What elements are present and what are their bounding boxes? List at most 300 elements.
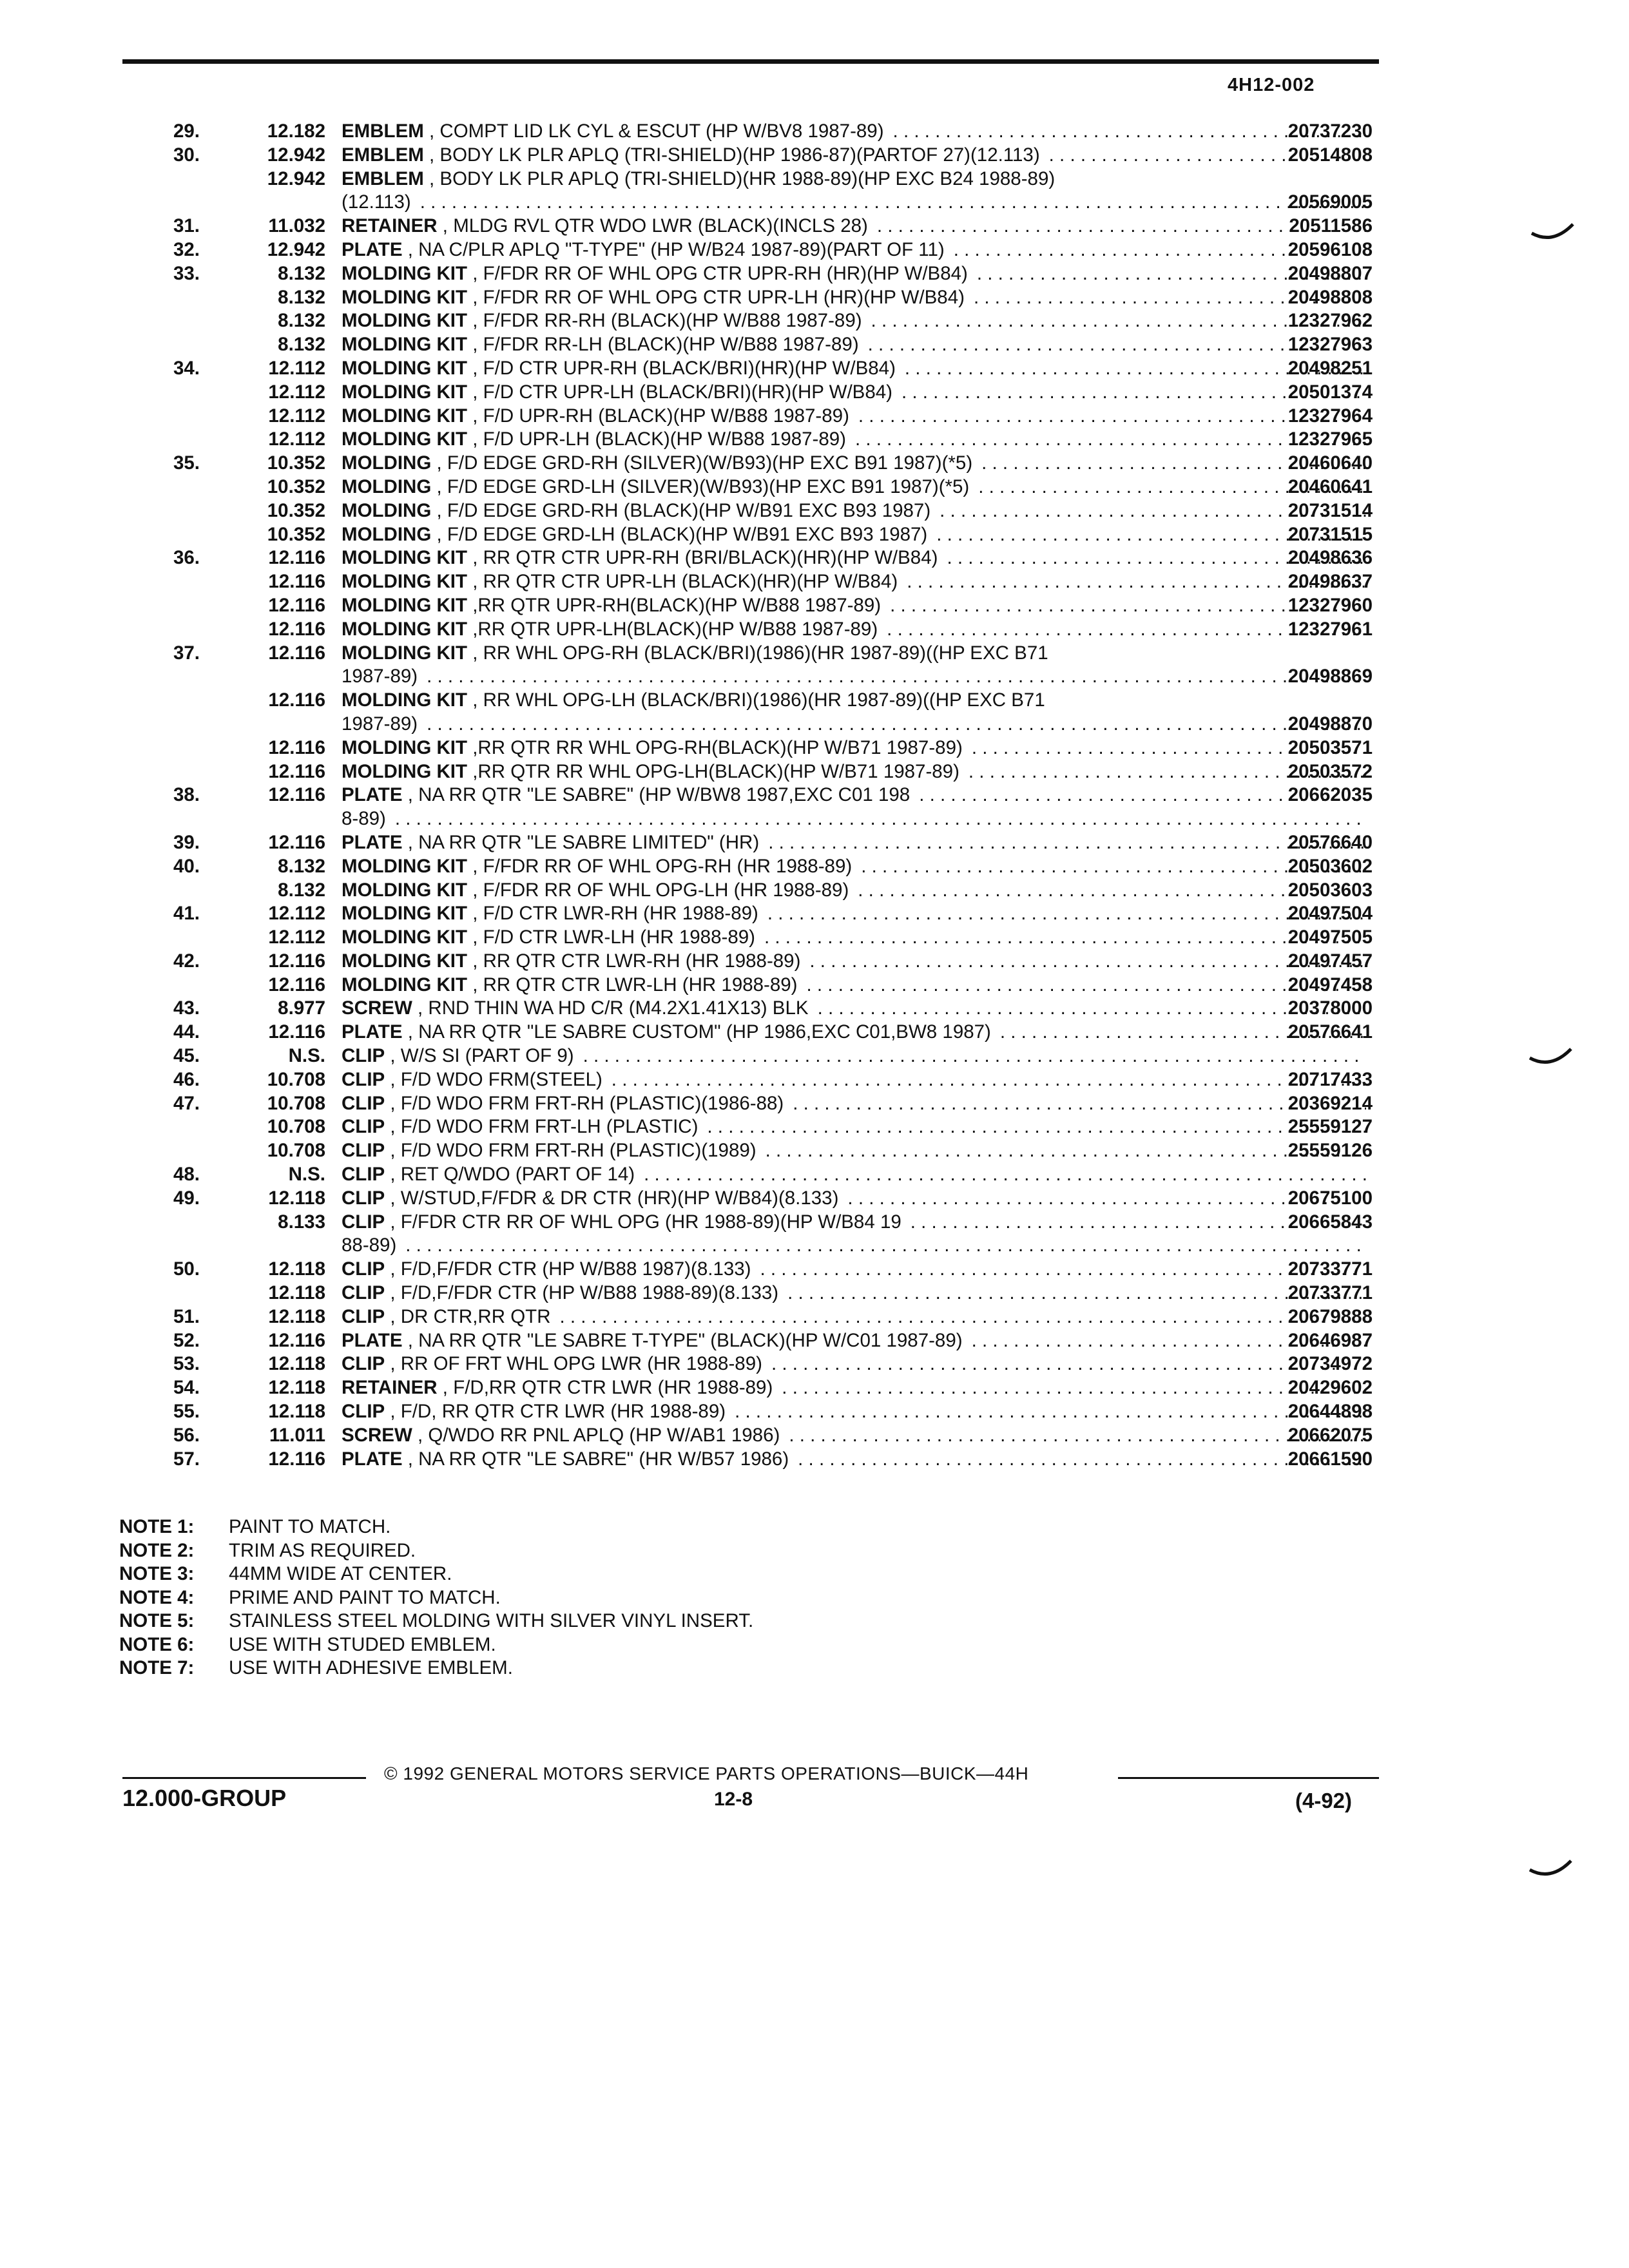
part-number: 12327963 [1287,334,1373,356]
part-detail: , F/FDR CTR RR OF WHL OPG (HR 1988-89)(HP W/B84 19 [385,1211,901,1233]
part-detail: , RR WHL OPG-LH (BLACK/BRI)(1986)(HR 1987-89)((HP EXC B71 [467,689,1045,711]
part-detail: 88-89) [342,1235,397,1256]
part-description [342,1115,1366,1139]
part-description [342,1282,1366,1305]
part-number: 20734972 [1287,1353,1373,1375]
group-number: 11.011 [269,1424,325,1446]
part-name: MOLDING [342,499,432,521]
note-label: NOTE 5: [119,1610,195,1631]
item-number: 37. [173,642,200,664]
part-number: 20498807 [1287,262,1373,284]
group-number: 12.118 [268,1282,325,1304]
part-name: PLATE [342,1448,403,1470]
part-number: 20498636 [1287,547,1373,569]
group-number: 12.942 [267,238,325,260]
part-name: MOLDING KIT [342,974,468,995]
group-number: 12.116 [268,1448,325,1470]
note-text: PAINT TO MATCH. [229,1516,391,1537]
part-name: MOLDING KIT [342,381,468,403]
part-row [122,713,1379,736]
group-number: 12.116 [268,642,325,664]
part-number: 20460640 [1287,452,1373,474]
part-description [342,286,1366,310]
item-number: 38. [173,784,200,806]
part-detail: , F/D CTR UPR-LH (BLACK/BRI)(HR)(HP W/B84) [467,381,892,403]
part-row [122,902,1379,926]
part-detail: , DR CTR,RR QTR [385,1305,551,1327]
part-detail: , F/D WDO FRM FRT-LH (PLASTIC) [385,1116,699,1138]
part-row [122,215,1379,238]
group-number: N.S. [288,1045,325,1067]
part-number: 20498808 [1287,286,1373,308]
item-number: 32. [173,238,200,260]
note-line [119,1657,753,1680]
part-row [122,831,1379,855]
part-name: CLIP [342,1401,385,1423]
note-text: TRIM AS REQUIRED. [229,1539,416,1561]
part-name: MOLDING KIT [342,286,468,308]
item-number: 55. [173,1401,200,1423]
part-detail: , F/D,RR QTR CTR LWR (HR 1988-89) [437,1377,773,1399]
group-number: 10.708 [267,1068,325,1090]
part-description [342,1424,1366,1448]
part-number: 12327961 [1287,618,1373,640]
part-description [342,1139,1366,1163]
part-description [342,357,1366,381]
part-description [342,215,1366,238]
part-description [342,238,1366,262]
part-name: MOLDING KIT [342,357,468,379]
part-row [122,1352,1379,1376]
group-number: 10.708 [267,1092,325,1114]
part-row [122,665,1379,689]
part-number: 20675100 [1287,1187,1373,1209]
part-description [342,144,1366,168]
group-number: 12.112 [268,903,325,925]
part-name: PLATE [342,238,403,260]
part-number: 25559127 [1287,1116,1373,1138]
group-number: 12.116 [268,974,325,995]
group-number: 12.118 [268,1353,325,1375]
part-number: 20503572 [1287,760,1373,782]
part-name: MOLDING KIT [342,689,468,711]
part-name: CLIP [342,1258,385,1280]
part-detail: , F/D EDGE GRD-LH (BLACK)(HP W/B91 EXC B93 1987) [431,523,928,545]
part-detail: , F/FDR RR-LH (BLACK)(HP W/B88 1987-89) [467,334,859,356]
dot-leader [635,1163,1366,1187]
part-detail: 8-89) [342,808,386,830]
part-detail: 1987-89) [342,713,418,735]
part-name: CLIP [342,1187,385,1209]
part-description [342,689,1366,713]
group-number: 12.112 [268,428,325,450]
item-number: 46. [173,1068,200,1090]
part-detail: , RR QTR CTR LWR-RH (HR 1988-89) [467,950,801,972]
part-description [342,974,1366,997]
part-number: 20665843 [1287,1211,1373,1233]
part-name: MOLDING KIT [342,428,468,450]
note-label: NOTE 4: [119,1586,195,1608]
note-text: USE WITH ADHESIVE EMBLEM. [229,1657,513,1678]
part-name: CLIP [342,1116,385,1138]
part-number: 20497458 [1287,974,1373,995]
note-line [119,1515,753,1539]
item-number: 42. [173,950,200,972]
group-number: 10.352 [267,499,325,521]
part-row [122,191,1379,215]
item-number: 49. [173,1187,200,1209]
part-description [342,594,1366,618]
part-number: 20503571 [1287,736,1373,758]
part-description [342,1163,1366,1187]
revision-date: (4-92) [1295,1789,1353,1812]
part-detail: , RET Q/WDO (PART OF 14) [385,1164,635,1186]
item-number: 56. [173,1424,200,1446]
part-name: SCREW [342,1424,412,1446]
item-number: 48. [173,1164,200,1186]
part-number: 20679888 [1287,1305,1373,1327]
part-row [122,1305,1379,1329]
part-row [122,1211,1379,1235]
group-number: 10.352 [267,476,325,497]
part-row [122,570,1379,594]
part-name: EMBLEM [342,168,424,189]
part-number: 20497457 [1287,950,1373,972]
part-detail: , F/D,F/FDR CTR (HP W/B88 1988-89)(8.133) [385,1282,779,1304]
group-number: 12.112 [268,927,325,948]
part-description [342,1068,1366,1092]
item-number: 35. [173,452,200,474]
item-number: 29. [173,120,200,142]
header-rule [122,59,1379,64]
part-name: MOLDING KIT [342,855,468,877]
part-description [342,997,1366,1021]
group-number: 12.112 [268,381,325,403]
item-number: 47. [173,1092,200,1114]
group-number: 8.132 [278,855,325,877]
part-number: 20511586 [1289,215,1373,237]
part-description [342,807,1366,831]
part-name: MOLDING KIT [342,334,468,356]
part-row [122,618,1379,642]
part-description [342,926,1366,950]
part-row [122,760,1379,784]
part-row [122,333,1379,357]
part-description [342,713,1366,736]
part-description [342,381,1366,405]
note-line [119,1562,753,1586]
part-detail: , F/D WDO FRM FRT-RH (PLASTIC)(1989) [385,1140,757,1162]
parts-list [122,120,1379,1471]
part-row [122,357,1379,381]
part-detail: ,RR QTR RR WHL OPG-LH(BLACK)(HP W/B71 1987-89) [467,760,959,782]
dot-leader [396,1234,1366,1258]
part-detail: , BODY LK PLR APLQ (TRI-SHIELD)(HR 1988-89)(HP EXC B24 1988-89) [423,168,1055,189]
group-number: 12.116 [268,784,325,806]
part-row [122,1139,1379,1163]
part-detail: , F/D EDGE GRD-RH (SILVER)(W/B93)(HP EXC B91 1987)(*5) [431,452,973,474]
part-row [122,523,1379,547]
part-description [342,902,1366,926]
part-detail: , COMPT LID LK CYL & ESCUT (HP W/BV8 1987-89) [423,120,884,142]
part-row [122,594,1379,618]
note-label: NOTE 1: [119,1516,195,1537]
part-row [122,286,1379,310]
part-row [122,1187,1379,1211]
part-detail: , NA C/PLR APLQ "T-TYPE" (HP W/B24 1987-89)(PART OF 11) [402,238,945,260]
part-name: MOLDING KIT [342,571,468,593]
part-name: CLIP [342,1140,385,1162]
group-number: 12.116 [268,950,325,972]
part-detail: , F/D,F/FDR CTR (HP W/B88 1987)(8.133) [385,1258,751,1280]
part-description [342,499,1366,523]
part-number: 20498637 [1287,571,1373,593]
part-description [342,428,1366,452]
part-detail: , F/D CTR LWR-LH (HR 1988-89) [467,927,755,948]
part-row [122,238,1379,262]
dot-leader [574,1044,1366,1068]
group-number: 10.352 [267,452,325,474]
group-number: N.S. [288,1164,325,1186]
part-description [342,760,1366,784]
part-number: 20460641 [1287,476,1373,497]
part-name: MOLDING [342,523,432,545]
part-description [342,405,1366,428]
part-detail: , NA RR QTR "LE SABRE" (HR W/B57 1986) [402,1448,789,1470]
group-number: 10.352 [267,523,325,545]
group-number: 8.132 [278,310,325,332]
group-number: 12.116 [268,831,325,853]
copyright-line: © 1992 GENERAL MOTORS SERVICE PARTS OPERATIONS—BUICK—44H [384,1763,1029,1783]
part-detail: , RR QTR CTR LWR-LH (HR 1988-89) [467,974,798,995]
part-detail: , W/S SI (PART OF 9) [385,1045,574,1067]
part-name: MOLDING KIT [342,594,468,616]
part-name: MOLDING KIT [342,262,468,284]
part-detail: , NA RR QTR "LE SABRE LIMITED" (HR) [402,831,760,853]
part-description [342,1258,1366,1282]
part-name: MOLDING KIT [342,760,468,782]
part-number: 25559126 [1287,1140,1373,1162]
group-number: 12.116 [268,760,325,782]
document-id: 4H12-002 [1228,75,1315,95]
part-number: 20646987 [1287,1329,1373,1351]
part-number: 20498870 [1287,713,1373,735]
group-number: 12.118 [268,1305,325,1327]
part-number: 20596108 [1287,238,1373,260]
item-number: 57. [173,1448,200,1470]
part-name: CLIP [342,1211,385,1233]
part-detail: , NA RR QTR "LE SABRE" (HP W/BW8 1987,EXC C01 198 [402,784,911,806]
part-detail: , NA RR QTR "LE SABRE T-TYPE" (BLACK)(HP W/C01 1987-89) [402,1329,963,1351]
part-detail: , F/D CTR LWR-RH (HR 1988-89) [467,903,758,925]
part-number: 20644898 [1287,1401,1373,1423]
group-number: 8.977 [278,997,325,1019]
part-number: 20662035 [1287,784,1373,806]
note-text: STAINLESS STEEL MOLDING WITH SILVER VINYL INSERT. [229,1610,754,1631]
part-description [342,1092,1366,1116]
note-label: NOTE 6: [119,1633,195,1655]
part-row [122,546,1379,570]
part-description [342,1211,1366,1235]
part-detail: , RR OF FRT WHL OPG LWR (HR 1988-89) [385,1353,762,1375]
part-name: MOLDING KIT [342,950,468,972]
part-detail: , F/FDR RR-RH (BLACK)(HP W/B88 1987-89) [467,310,862,332]
part-row [122,452,1379,476]
dot-leader [411,191,1366,215]
part-row [122,1163,1379,1187]
part-number: 20497504 [1287,903,1373,925]
note-label: NOTE 3: [119,1563,195,1584]
group-number: 12.182 [267,120,325,142]
part-row [122,1021,1379,1044]
part-name: MOLDING [342,476,432,497]
part-description [342,333,1366,357]
part-number: 20498869 [1287,666,1373,687]
part-description [342,1329,1366,1353]
note-line [119,1586,753,1610]
group-number: 10.708 [267,1140,325,1162]
part-description [342,1400,1366,1424]
part-detail: , F/D UPR-RH (BLACK)(HP W/B88 1987-89) [467,405,849,427]
group-number: 12.112 [268,357,325,379]
note-label: NOTE 2: [119,1539,195,1561]
group-number: 8.132 [278,286,325,308]
group-number: 12.118 [268,1258,325,1280]
group-number: 12.116 [268,736,325,758]
part-row [122,926,1379,950]
page-number: 12-8 [714,1789,753,1810]
part-number: 20731515 [1287,523,1373,545]
part-row [122,309,1379,333]
part-detail: , BODY LK PLR APLQ (TRI-SHIELD)(HP 1986-87)(PARTOF 27)(12.113) [423,144,1040,166]
item-number: 43. [173,997,200,1019]
part-detail: , RR WHL OPG-RH (BLACK/BRI)(1986)(HR 1987-89)((HP EXC B71 [467,642,1048,664]
part-name: CLIP [342,1353,385,1375]
part-name: MOLDING KIT [342,736,468,758]
note-text: 44MM WIDE AT CENTER. [229,1563,452,1584]
part-row [122,855,1379,879]
part-row [122,499,1379,523]
part-name: SCREW [342,997,412,1019]
part-row [122,262,1379,286]
group-number: 12.116 [268,1329,325,1351]
part-description [342,452,1366,476]
part-detail: 1987-89) [342,666,418,687]
part-detail: , F/D CTR UPR-RH (BLACK/BRI)(HR)(HP W/B84) [467,357,896,379]
part-description [342,1044,1366,1068]
group-number: 8.133 [278,1211,325,1233]
part-number: 20514808 [1287,144,1373,166]
part-number: 20576640 [1287,831,1373,853]
group-number: 12.116 [268,547,325,569]
part-name: MOLDING KIT [342,642,468,664]
part-row [122,807,1379,831]
part-number: 12327964 [1287,405,1373,427]
part-name: CLIP [342,1068,385,1090]
part-number: 20662075 [1287,1424,1373,1446]
part-number: 20576641 [1287,1021,1373,1043]
group-number: 12.118 [268,1377,325,1399]
part-name: PLATE [342,1021,403,1043]
note-label: NOTE 7: [119,1657,195,1678]
footer-rule-left [122,1777,366,1779]
part-number: 20498251 [1287,357,1373,379]
part-row [122,783,1379,807]
group-number: 8.132 [278,262,325,284]
part-description [342,191,1366,215]
part-description [342,618,1366,642]
item-number: 36. [173,547,200,569]
part-row [122,1234,1379,1258]
part-detail: , NA RR QTR "LE SABRE CUSTOM" (HP 1986,EXC C01,BW8 1987) [402,1021,991,1043]
item-number: 54. [173,1377,200,1399]
group-number: 12.118 [268,1187,325,1209]
notes-list [119,1515,753,1680]
item-number: 51. [173,1305,200,1327]
part-detail: (12.113) [342,191,411,213]
note-text: USE WITH STUDED EMBLEM. [229,1633,496,1655]
part-description [342,1352,1366,1376]
part-name: MOLDING KIT [342,879,468,901]
note-line [119,1610,753,1633]
part-detail: ,RR QTR UPR-LH(BLACK)(HP W/B88 1987-89) [467,618,878,640]
part-detail: , F/D WDO FRM FRT-RH (PLASTIC)(1986-88) [385,1092,784,1114]
part-name: RETAINER [342,215,438,237]
part-description [342,855,1366,879]
item-number: 50. [173,1258,200,1280]
part-row [122,1068,1379,1092]
part-detail: , F/D WDO FRM(STEEL) [385,1068,602,1090]
item-number: 33. [173,262,200,284]
part-row [122,642,1379,666]
part-name: MOLDING KIT [342,405,468,427]
part-detail: , RND THIN WA HD C/R (M4.2X1.41X13) BLK [412,997,809,1019]
part-description [342,262,1366,286]
part-description [342,1448,1366,1472]
part-detail: , W/STUD,F/FDR & DR CTR (HR)(HP W/B84)(8.133) [385,1187,839,1209]
part-row [122,120,1379,144]
part-detail: , RR QTR CTR UPR-RH (BRI/BLACK)(HR)(HP W/B84) [467,547,938,569]
part-row [122,974,1379,997]
part-name: MOLDING KIT [342,310,468,332]
part-number: 20501374 [1287,381,1373,403]
part-row [122,1258,1379,1282]
part-row [122,1424,1379,1448]
part-detail: , F/D, RR QTR CTR LWR (HR 1988-89) [385,1401,726,1423]
part-name: CLIP [342,1045,385,1067]
part-description [342,120,1366,144]
group-number: 12.116 [268,571,325,593]
part-number: 20569005 [1287,191,1373,213]
part-number: 20503603 [1287,879,1373,901]
margin-mark [1528,1044,1574,1070]
group-number: 12.116 [268,618,325,640]
part-row [122,1115,1379,1139]
part-detail: , MLDG RVL QTR WDO LWR (BLACK)(INCLS 28) [437,215,868,237]
part-number: 20503602 [1287,855,1373,877]
part-detail: , F/D UPR-LH (BLACK)(HP W/B88 1987-89) [467,428,846,450]
part-description [342,736,1366,760]
part-number: 20661590 [1287,1448,1373,1470]
part-name: MOLDING KIT [342,903,468,925]
part-row [122,1448,1379,1472]
part-number: 12327965 [1287,428,1373,450]
part-description [342,879,1366,903]
part-description [342,570,1366,594]
item-number: 44. [173,1021,200,1043]
group-number: 11.032 [268,215,325,237]
part-name: MOLDING KIT [342,547,468,569]
